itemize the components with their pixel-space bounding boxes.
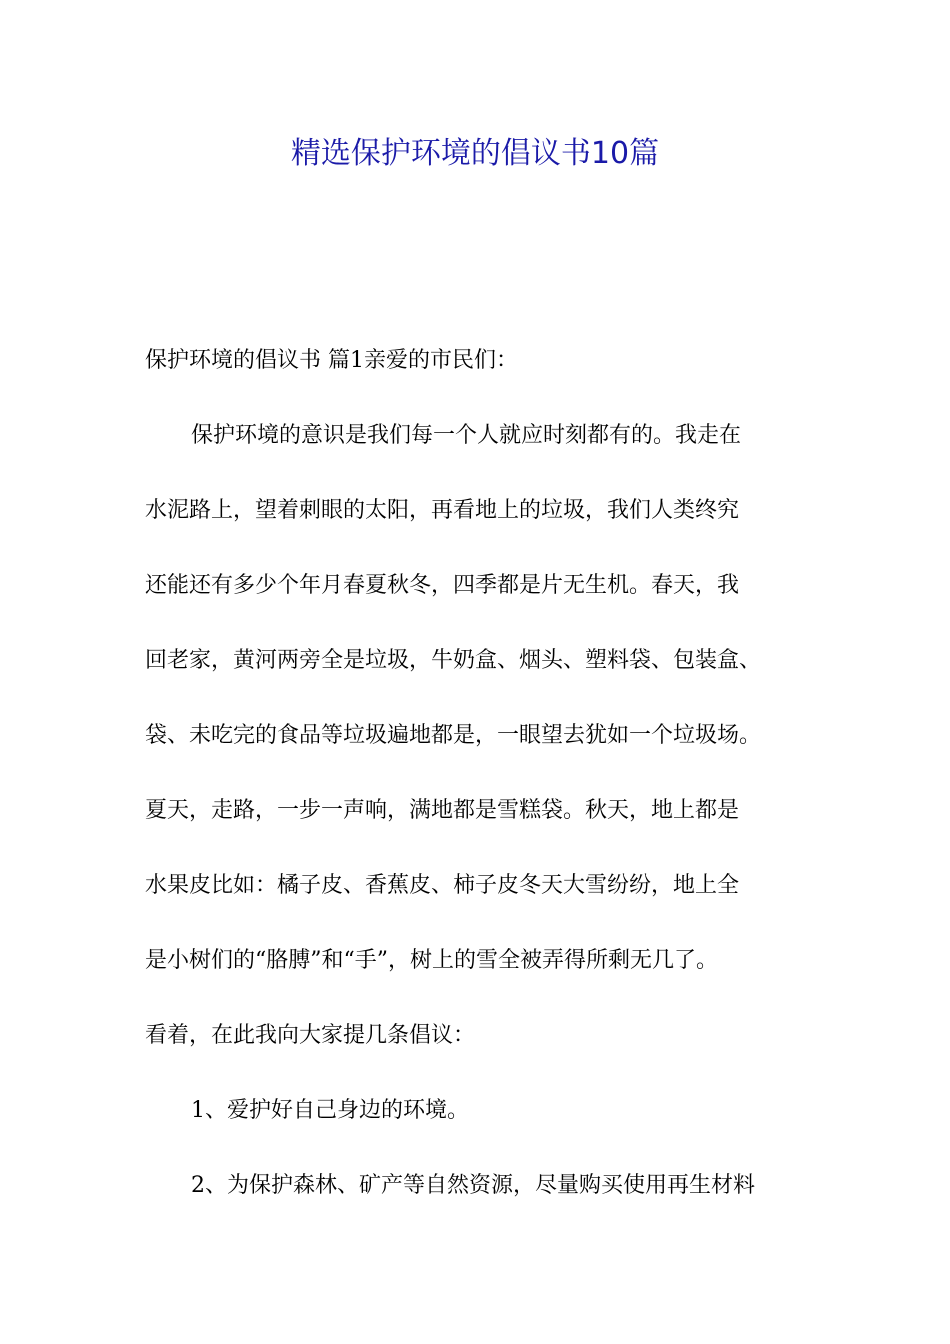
body-line: 夏天，走路，一步一声响，满地都是雪糕袋。秋天，地上都是: [145, 798, 740, 823]
body-line: 回老家，黄河两旁全是垃圾，牛奶盒、烟头、塑料袋、包装盒、: [145, 648, 762, 673]
body-line: 保护环境的倡议书 篇1亲爱的市民们：: [145, 348, 518, 373]
body-line: 看着，在此我向大家提几条倡议：: [145, 1023, 476, 1048]
document-body: [145, 337, 813, 1237]
body-line: 1、爱护好自己身边的环境。: [191, 1098, 469, 1123]
body-line: 保护环境的意识是我们每一个人就应时刻都有的。我走在: [191, 423, 742, 448]
body-line: 是小树们的“胳膊”和“手”，树上的雪全被弄得所剩无几了。: [145, 948, 718, 973]
body-line: 2、为保护森林、矿产等自然资源，尽量购买使用再生材料: [191, 1173, 755, 1198]
body-line: 水果皮比如：橘子皮、香蕉皮、柿子皮冬天大雪纷纷，地上全: [145, 873, 740, 898]
body-line: 还能还有多少个年月春夏秋冬，四季都是片无生机。春天，我: [145, 573, 740, 598]
body-line: 水泥路上，望着刺眼的太阳，再看地上的垃圾，我们人类终究: [145, 498, 740, 523]
document-title: 精选保护环境的倡议书10篇: [290, 136, 660, 171]
body-line: 袋、未吃完的食品等垃圾遍地都是，一眼望去犹如一个垃圾场。: [145, 723, 762, 748]
